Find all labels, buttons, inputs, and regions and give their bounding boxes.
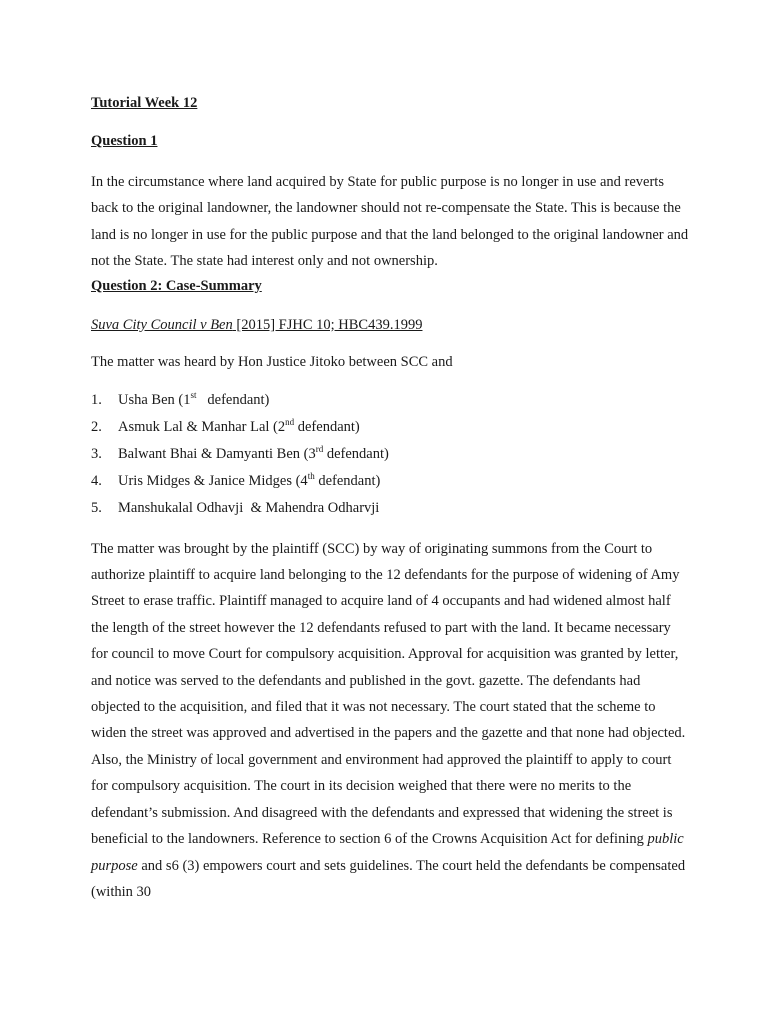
list-item: 2. Asmuk Lal & Manhar Lal (2nd defendant): [91, 416, 360, 435]
case-citation: [2015] FJHC 10; HBC439.1999: [232, 316, 423, 333]
list-item: 4. Uris Midges & Janice Midges (4th defendant): [91, 470, 381, 489]
list-item: 5. Manshukalal Odhavji & Mahendra Odharvji: [91, 499, 380, 516]
question-1-answer: In the circumstance where land acquired by State for public purpose is no longer in use and reverts back to the original landowner, the landowner should not re-compensate the State. This is because the land is no longer in use for the public purpose and that the land belonged to the original landowner and not the State. The state had interest only and not ownership.: [91, 174, 689, 270]
defendants-list: [91, 387, 691, 522]
emphasis-public-purpose: public purpose: [91, 831, 684, 874]
question-2-heading: Question 2: Case-Summary: [91, 277, 262, 294]
document-page: [91, 92, 691, 905]
list-item: 1. Usha Ben (1st defendant): [91, 389, 270, 408]
case-intro: The matter was heard by Hon Justice Jitoko between SCC and: [91, 353, 453, 370]
list-item: 3. Balwant Bhai & Damyanti Ben (3rd defendant): [91, 443, 389, 462]
case-name: Suva City Council v Ben: [91, 316, 233, 333]
document-title: Tutorial Week 12: [91, 95, 198, 111]
question-1-heading: Question 1: [91, 133, 158, 149]
case-summary: The matter was brought by the plaintiff (SCC) by way of originating summons from the Court to authorize plaintiff to acquire land belonging to the 12 defendants for the purpose of widening of Amy Street to erase traffic. Plaintiff managed to acquire land of 4 occupants and had widened almost half the length of the street however the 12 defendants refused to part with the land. It became necessary for council to move Court for compulsory acquisition. Approval for acquisition was granted by letter, and notice was served to the defendants and published in the govt. gazette. The defendants had objected to the acquisition, and filed that it was not necessary. The court stated that the scheme to widen the street was approved and advertised in the papers and the gazette and that none had objected. Also, the Ministry of local government and environment had approved the plaintiff to apply to court for compulsory acquisition. The court in its decision weighed that there were no merits to the defendant’s submission. And disagreed with the defendants and expressed that widening the street is beneficial to the landowners. Reference to section 6 of the Crowns Acquisition Act for defining public purpose and s6 (3) empowers court and sets guidelines. The court held the defendants be compensated (within 30: [91, 540, 686, 900]
case-reference: [91, 314, 691, 336]
